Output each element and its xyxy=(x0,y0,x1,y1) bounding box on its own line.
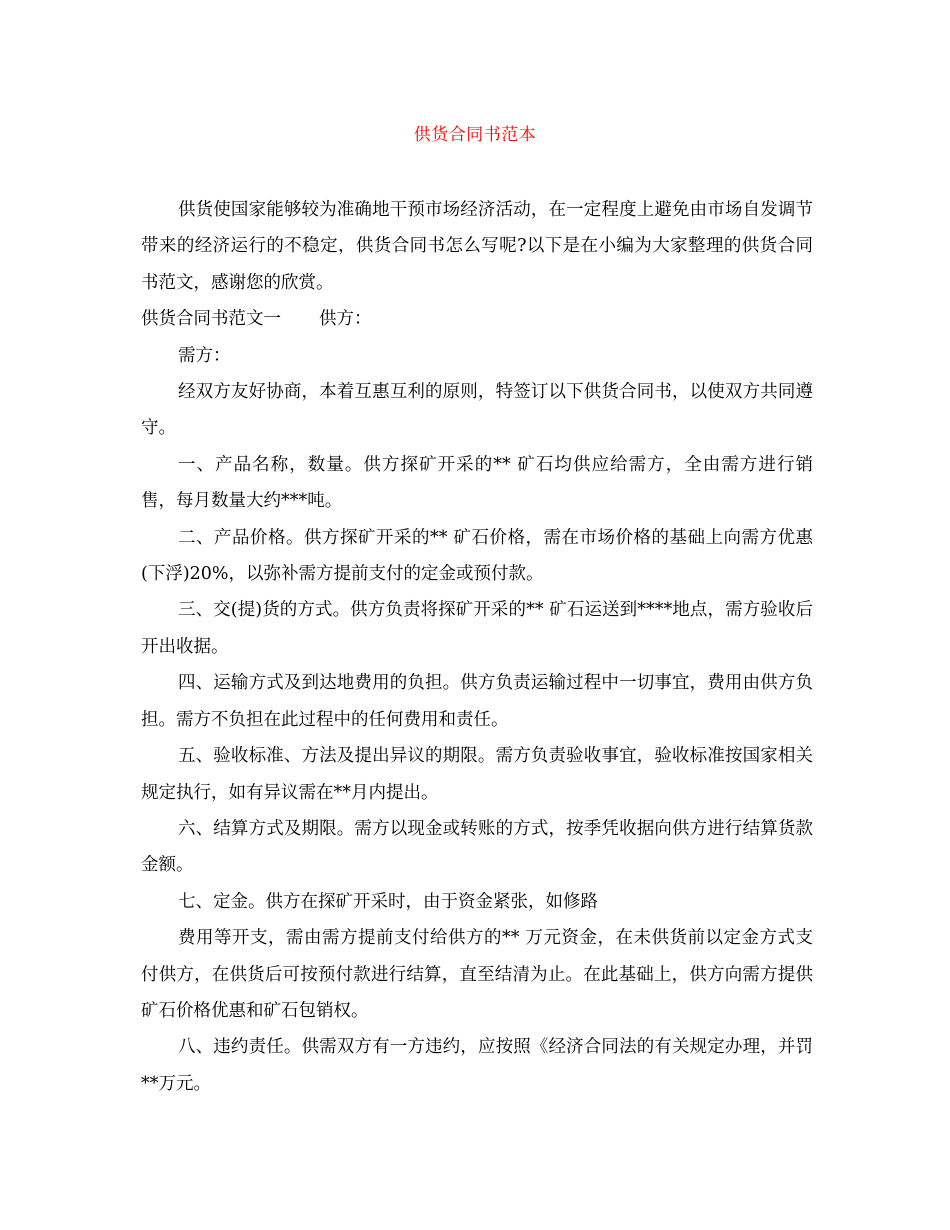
document-title: 供货合同书范本 xyxy=(413,125,537,145)
section-heading-line xyxy=(141,301,813,337)
clause-3: 三、交(提)货的方式。供方负责将探矿开采的** 矿石运送到****地点，需方验收后开出收据。 xyxy=(141,600,813,657)
preamble-paragraph: 经双方友好协商，本着互惠互利的原则，特签订以下供货合同书，以使双方共同遵守。 xyxy=(141,382,813,439)
clause-1: 一、产品名称，数量。供方探矿开采的** 矿石均供应给需方，全由需方进行销售，每月数量大约***吨。 xyxy=(141,454,813,512)
document-body xyxy=(141,192,813,1102)
clause-2: 二、产品价格。供方探矿开采的** 矿石价格，需在市场价格的基础上向需方优惠(下浮)20%，以弥补需方提前支付的定金或预付款。 xyxy=(141,527,813,585)
clause-4: 四、运输方式及到达地费用的负担。供方负责运输过程中一切事宜，费用由供方负担。需方不负担在此过程中的任何费用和责任。 xyxy=(141,673,813,730)
intro-paragraph: 供货使国家能够较为准确地干预市场经济活动，在一定程度上避免由市场自发调节带来的经济运行的不稳定，供货合同书怎么写呢?以下是在小编为大家整理的供货合同书范文，感谢您的欣赏。 xyxy=(141,200,813,293)
clause-5: 五、验收标准、方法及提出异议的期限。需方负责验收事宜，验收标准按国家相关规定执行，如有异议需在**月内提出。 xyxy=(141,746,813,803)
buyer-label: 需方： xyxy=(178,345,231,366)
clause-6: 六、结算方式及期限。需方以现金或转账的方式，按季凭收据向供方进行结算货款金额。 xyxy=(141,818,813,876)
supplier-label: 供方： xyxy=(319,309,372,330)
clause-7-continued: 费用等开支，需由需方提前支付给供方的** 万元资金，在未供货前以定金方式支付供方，在供货后可按预付款进行结算，直至结清为止。在此基础上，供方向需方提供矿石价格优惠和矿石包销权。 xyxy=(141,928,813,1021)
clause-7: 七、定金。供方在探矿开采时，由于资金紧张，如修路 xyxy=(178,891,598,912)
section-heading: 供货合同书范文一 xyxy=(141,309,281,330)
clause-8: 八、违约责任。供需双方有一方违约，应按照《经济合同法的有关规定办理，并罚**万元。 xyxy=(141,1037,813,1094)
